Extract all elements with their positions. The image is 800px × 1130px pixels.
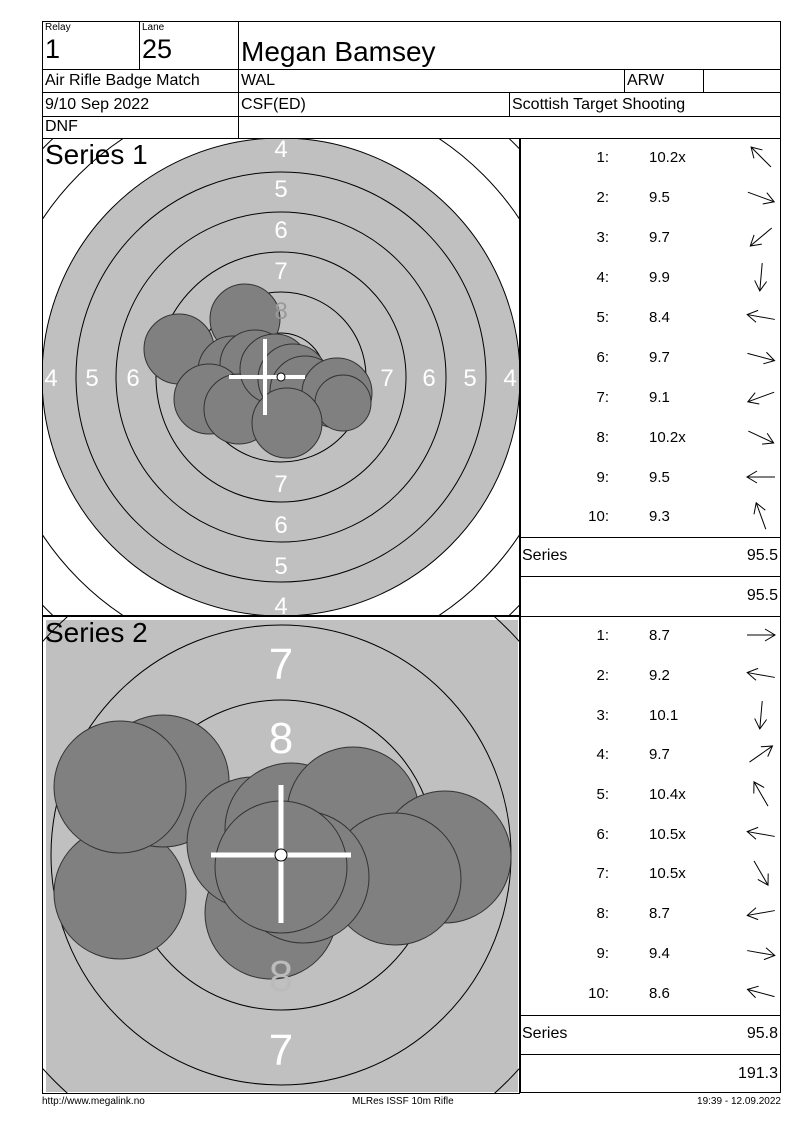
shot-score: 9.2 [649,667,670,684]
direction-arrow-icon [743,259,779,295]
shot-row [521,975,780,1015]
divider [521,576,780,577]
ring-label-top: 7 [274,258,288,285]
ring-label-right: 7 [380,365,394,392]
ring-label-left: 5 [85,365,99,392]
shot-score: 10.4x [649,786,686,803]
direction-arrow-icon [743,776,779,812]
shot-row [521,139,780,179]
ring-label-bottom: 6 [274,512,288,539]
shot-hole [252,388,322,458]
shot-score: 8.4 [649,309,670,326]
shot-number: 8: [596,905,609,922]
series-total-label: Series [522,1025,568,1042]
organizer: Scottish Target Shooting [512,96,686,113]
shot-score: 9.3 [649,508,670,525]
ring-label-top: 6 [274,217,288,244]
shot-number: 7: [596,389,609,406]
shot-number: 5: [596,786,609,803]
ring-label-top: 8 [268,714,294,763]
direction-arrow-icon [743,179,779,215]
series-1-shot-panel [520,138,781,617]
ring-label-top: 8 [274,298,288,325]
divider [521,1054,780,1055]
header-block [42,21,781,139]
shot-number: 9: [596,469,609,486]
shot-score: 10.1 [649,707,679,724]
divider [43,116,780,117]
lane-value: 25 [142,34,173,64]
direction-arrow-icon [743,816,779,852]
series-total-value: 95.8 [746,1025,778,1042]
shot-row [521,219,780,259]
shot-row [521,339,780,379]
shot-number: 1: [596,149,609,166]
shot-row [521,697,780,737]
running-total-value: 191.3 [737,1065,778,1082]
series-total-label: Series [522,547,568,564]
ring-label-left: 6 [126,365,140,392]
series-title: Series 1 [45,139,148,170]
ring-label-top: 4 [274,139,288,163]
ring-label-bottom: 4 [274,593,288,617]
shot-score: 9.4 [649,945,670,962]
shot-score: 10.2x [649,429,686,446]
shot-row [521,419,780,459]
shot-number: 7: [596,865,609,882]
divider [139,22,140,69]
direction-arrow-icon [743,855,779,891]
ring-label-bottom: 7 [268,1026,294,1075]
shot-number: 4: [596,746,609,763]
ring-label-left: 4 [44,365,58,392]
ring-label-right: 4 [503,365,517,392]
direction-arrow-icon [743,379,779,415]
shot-number: 10: [588,985,609,1002]
shot-score: 10.5x [649,865,686,882]
shot-hole [315,375,371,431]
shot-number: 3: [596,229,609,246]
series-title: Series 2 [45,617,148,648]
divider [703,69,704,92]
shot-score: 8.6 [649,985,670,1002]
shot-row [521,736,780,776]
direction-arrow-icon [743,219,779,255]
shot-score: 9.5 [649,469,670,486]
shot-row [521,379,780,419]
match-date: 9/10 Sep 2022 [45,96,150,113]
series-1-target [42,138,520,616]
shot-number: 10: [588,508,609,525]
shot-row [521,816,780,856]
divider [238,22,239,139]
divider [521,1015,780,1016]
direction-arrow-icon [743,617,779,653]
direction-arrow-icon [743,935,779,971]
series-2-target [42,616,520,1094]
divider [521,537,780,538]
target-face [43,139,520,616]
shot-number: 6: [596,349,609,366]
shot-number: 2: [596,667,609,684]
shot-number: 6: [596,826,609,843]
ring-label-bottom: 8 [268,952,294,1001]
direction-arrow-icon [743,419,779,455]
direction-arrow-icon [743,895,779,931]
shot-row [521,855,780,895]
relay-value: 1 [45,34,61,64]
shot-score: 10.2x [649,149,686,166]
direction-arrow-icon [743,139,779,175]
shot-score: 8.7 [649,905,670,922]
ring-label-right: 6 [422,365,436,392]
direction-arrow-icon [743,697,779,733]
direction-arrow-icon [743,459,779,495]
shot-number: 2: [596,189,609,206]
direction-arrow-icon [743,339,779,375]
divider [43,69,780,70]
lane-label: Lane [142,22,165,33]
shot-score: 9.5 [649,189,670,206]
shot-score: 9.9 [649,269,670,286]
shot-number: 4: [596,269,609,286]
ring-label-top: 5 [274,176,288,203]
target-face [43,617,520,1094]
shot-hole [54,721,186,853]
class-code: ARW [627,72,665,89]
shot-score: 9.7 [649,229,670,246]
divider [43,92,780,93]
footer-url: http://www.megalink.no [42,1096,145,1107]
direction-arrow-icon [743,498,779,534]
direction-arrow-icon [743,736,779,772]
direction-arrow-icon [743,299,779,335]
venue: CSF(ED) [241,96,306,113]
shot-row [521,617,780,657]
shot-row [521,895,780,935]
ring-label-right: 5 [463,365,477,392]
shot-row [521,299,780,339]
shot-number: 1: [596,627,609,644]
divider [509,92,510,116]
shot-number: 3: [596,707,609,724]
series-2-shot-panel [520,616,781,1093]
divider [624,69,625,92]
shot-row [521,259,780,299]
shot-score: 10.5x [649,826,686,843]
shot-row [521,657,780,697]
shot-score: 9.7 [649,349,670,366]
shot-row [521,776,780,816]
relay-label: Relay [45,22,71,33]
shot-number: 8: [596,429,609,446]
shot-row [521,179,780,219]
direction-arrow-icon [743,657,779,693]
shot-number: 5: [596,309,609,326]
match-name: Air Rifle Badge Match [45,72,200,89]
ring-label-bottom: 5 [274,553,288,580]
footer-program: MLRes ISSF 10m Rifle [352,1096,454,1107]
shot-row [521,498,780,538]
ring-label-top: 7 [268,640,294,689]
shot-row [521,935,780,975]
club-code: WAL [241,72,276,89]
ring-label-bottom: 7 [274,471,288,498]
shot-row [521,459,780,499]
footer-timestamp: 19:39 - 12.09.2022 [697,1096,781,1107]
shot-score: 8.7 [649,627,670,644]
running-total-value: 95.5 [746,587,778,604]
shooter-name: Megan Bamsey [241,36,436,67]
series-total-value: 95.5 [746,547,778,564]
status: DNF [45,118,78,135]
shot-number: 9: [596,945,609,962]
shot-score: 9.7 [649,746,670,763]
shot-score: 9.1 [649,389,670,406]
direction-arrow-icon [743,975,779,1011]
